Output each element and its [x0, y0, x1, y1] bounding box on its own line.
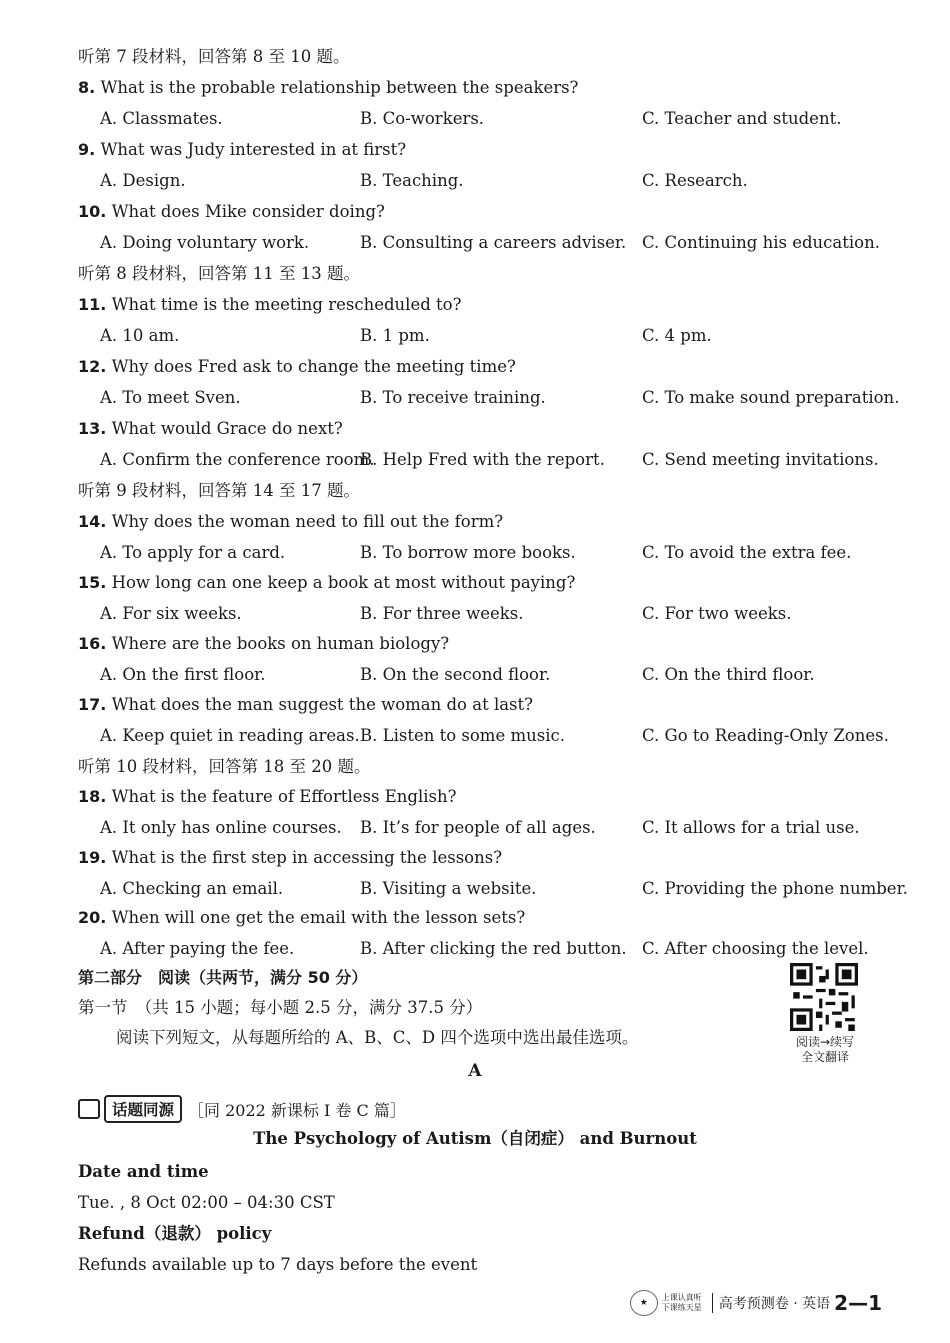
part2-title: 第二部分 阅读（共两节，满分 50 分） [78, 968, 368, 987]
question-number: 11. [78, 295, 107, 314]
question-text: Why does Fred ask to change the meeting time? [106, 357, 516, 376]
option-c[interactable]: C. Send meeting invitations. [642, 450, 879, 469]
topic-reference: ［同 2022 新课标 Ⅰ 卷 C 篇］ [188, 1100, 406, 1120]
question-number: 18. [78, 787, 107, 806]
option-b[interactable]: B. Listen to some music. [360, 726, 565, 745]
question-text: How long can one keep a book at most without paying? [106, 573, 576, 592]
question-text: What does the man suggest the woman do at last? [106, 695, 533, 714]
option-c[interactable]: C. For two weeks. [642, 604, 792, 623]
option-c[interactable]: C. On the third floor. [642, 665, 815, 684]
option-a[interactable]: A. Keep quiet in reading areas. [100, 726, 360, 745]
page-number: 2—1 [834, 1291, 882, 1315]
question-stem [78, 847, 502, 869]
question-number: 19. [78, 848, 107, 867]
question-number: 14. [78, 512, 107, 531]
option-b[interactable]: B. Help Fred with the report. [360, 450, 605, 469]
option-c[interactable]: C. To avoid the extra fee. [642, 543, 852, 562]
option-b[interactable]: B. Teaching. [360, 171, 464, 190]
question-number: 20. [78, 908, 107, 927]
question-text: What is the probable relationship between the speakers? [95, 78, 579, 97]
question-stem [78, 356, 516, 378]
option-c[interactable]: C. Research. [642, 171, 748, 190]
section-heading-9: 听第 9 段材料，回答第 14 至 17 题。 [78, 481, 360, 500]
question-number: 10. [78, 202, 107, 221]
passage-letter: A [468, 1061, 482, 1081]
option-b[interactable]: B. To receive training. [360, 388, 546, 407]
option-a[interactable]: A. To meet Sven. [100, 388, 241, 407]
qr-caption [784, 1035, 866, 1065]
option-b[interactable]: B. It’s for people of all ages. [360, 818, 596, 837]
topic-tag [78, 1096, 406, 1122]
page-footer [630, 1290, 882, 1316]
option-b[interactable]: B. Co-workers. [360, 109, 485, 128]
option-b[interactable]: B. For three weeks. [360, 604, 524, 623]
option-b[interactable]: B. Visiting a website. [360, 879, 537, 898]
option-a[interactable]: A. It only has online courses. [100, 818, 342, 837]
question-number: 9. [78, 140, 96, 159]
brand-logo-icon: ★ [630, 1290, 658, 1316]
option-c[interactable]: C. 4 pm. [642, 326, 712, 345]
footer-slogan: 上课认真听 下课练天星 [662, 1293, 713, 1313]
question-number: 8. [78, 78, 96, 97]
option-c[interactable]: C. After choosing the level. [642, 939, 869, 958]
option-a[interactable]: A. Design. [100, 171, 186, 190]
question-text: What would Grace do next? [106, 419, 343, 438]
qr-caption-line1: 阅读→续写 [795, 1035, 855, 1049]
option-a[interactable]: A. Doing voluntary work. [100, 233, 310, 252]
part2-instruction: 阅读下列短文，从每题所给的 A、B、C、D 四个选项中选出最佳选项。 [116, 1028, 639, 1047]
article-title: The Psychology of Autism（自闭症） and Burnout [253, 1129, 697, 1148]
question-stem [78, 77, 578, 99]
question-stem [78, 201, 385, 223]
book-icon [78, 1099, 100, 1119]
question-number: 16. [78, 634, 107, 653]
question-text: What is the feature of Effortless English? [106, 787, 457, 806]
option-a[interactable]: A. On the first floor. [100, 665, 266, 684]
option-c[interactable]: C. Teacher and student. [642, 109, 842, 128]
question-stem [78, 786, 456, 808]
date-text: Tue. , 8 Oct 02:00 – 04:30 CST [78, 1193, 335, 1212]
question-text: Where are the books on human biology? [106, 634, 450, 653]
topic-label: 话题同源 [104, 1095, 182, 1123]
option-b[interactable]: B. Consulting a careers adviser. [360, 233, 627, 252]
option-c[interactable]: C. It allows for a trial use. [642, 818, 860, 837]
option-a[interactable]: A. Confirm the conference room. [100, 450, 375, 469]
question-stem [78, 294, 461, 316]
question-text: Why does the woman need to fill out the form? [106, 512, 504, 531]
question-text: What does Mike consider doing? [106, 202, 385, 221]
question-number: 17. [78, 695, 107, 714]
question-text: What time is the meeting rescheduled to? [106, 295, 462, 314]
question-text: What is the first step in accessing the lessons? [106, 848, 503, 867]
footer-title: 高考预测卷 · 英语 [718, 1296, 831, 1312]
question-stem [78, 139, 406, 161]
section-heading-10: 听第 10 段材料，回答第 18 至 20 题。 [78, 757, 371, 776]
question-number: 15. [78, 573, 107, 592]
option-c[interactable]: C. Go to Reading-Only Zones. [642, 726, 889, 745]
option-c[interactable]: C. Providing the phone number. [642, 879, 908, 898]
question-stem [78, 572, 575, 594]
option-a[interactable]: A. Classmates. [100, 109, 223, 128]
question-text: When will one get the email with the lesson sets? [106, 908, 526, 927]
option-b[interactable]: B. After clicking the red button. [360, 939, 627, 958]
section-heading-8: 听第 8 段材料，回答第 11 至 13 题。 [78, 264, 360, 283]
question-stem [78, 418, 343, 440]
question-text: What was Judy interested in at first? [95, 140, 407, 159]
option-a[interactable]: A. For six weeks. [100, 604, 242, 623]
option-b[interactable]: B. To borrow more books. [360, 543, 576, 562]
part2-section1: 第一节 （共 15 小题；每小题 2.5 分，满分 37.5 分） [78, 998, 483, 1017]
question-number: 13. [78, 419, 107, 438]
question-stem [78, 694, 533, 716]
refund-heading: Refund（退款） policy [78, 1224, 272, 1243]
option-c[interactable]: C. To make sound preparation. [642, 388, 900, 407]
qr-code-icon[interactable] [790, 963, 858, 1031]
qr-caption-line2: 全文翻译 [800, 1050, 849, 1064]
option-b[interactable]: B. 1 pm. [360, 326, 430, 345]
option-b[interactable]: B. On the second floor. [360, 665, 551, 684]
option-a[interactable]: A. After paying the fee. [100, 939, 295, 958]
option-a[interactable]: A. 10 am. [100, 326, 180, 345]
question-number: 12. [78, 357, 107, 376]
question-stem [78, 907, 525, 929]
date-heading: Date and time [78, 1162, 209, 1181]
option-a[interactable]: A. Checking an email. [100, 879, 284, 898]
option-a[interactable]: A. To apply for a card. [100, 543, 286, 562]
section-heading-7: 听第 7 段材料，回答第 8 至 10 题。 [78, 47, 350, 66]
refund-text: Refunds available up to 7 days before the event [78, 1255, 478, 1274]
option-c[interactable]: C. Continuing his education. [642, 233, 880, 252]
question-stem [78, 511, 503, 533]
question-stem [78, 633, 449, 655]
